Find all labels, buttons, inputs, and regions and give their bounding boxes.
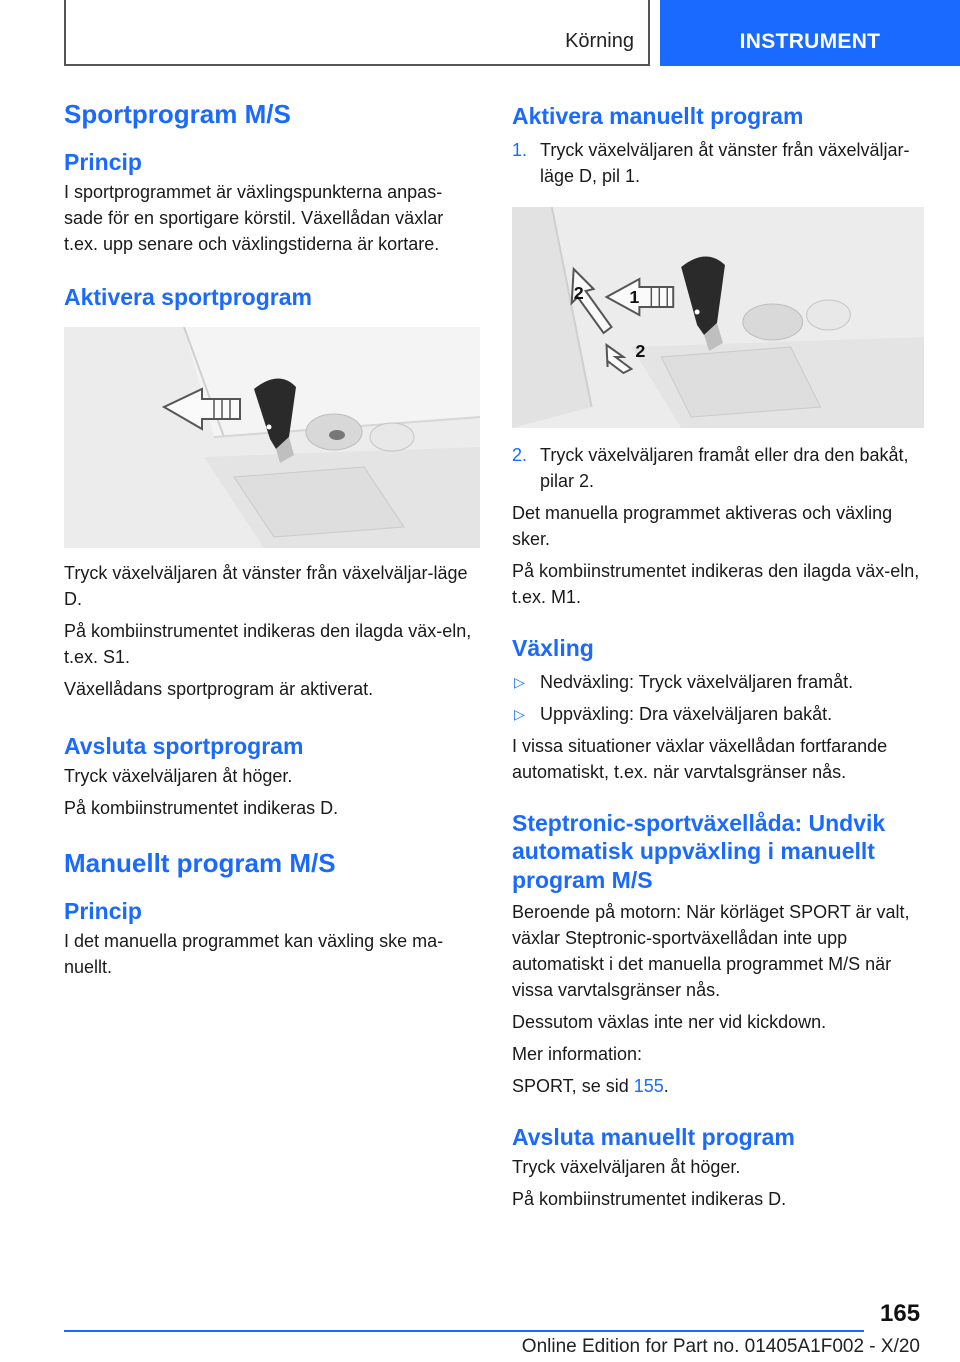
after-step-p2: På kombiinstrumentet indikeras den ilagda väx-eln, t.ex. M1. — [512, 560, 920, 607]
end-manual-p2: På kombiinstrumentet indikeras D. — [512, 1188, 787, 1209]
end-sport-p2: På kombiinstrumentet indikeras D. — [64, 798, 339, 819]
step-2 — [512, 442, 924, 494]
step-2-number: 2. — [512, 444, 528, 465]
footer-divider — [64, 1330, 864, 1332]
arrow-label-1: 1 — [629, 286, 640, 307]
heading-activate-sport: Aktivera sportprogram — [64, 283, 312, 310]
heading-activate-manual: Aktivera manuellt program — [512, 103, 804, 129]
reference-suffix: . — [663, 1075, 669, 1096]
arrow-label-2-lower: 2 — [635, 340, 646, 361]
heading-manual-princip: Princip — [64, 897, 142, 924]
end-sport-p1: Tryck växelväljaren åt höger. — [64, 766, 293, 787]
after-step-p1: Det manuella programmet aktiveras och växling sker. — [512, 502, 893, 549]
step-1-number: 1. — [512, 139, 528, 160]
section-title-manual: Manuellt program M/S — [64, 848, 336, 879]
section-tab[interactable]: INSTRUMENT — [660, 0, 960, 66]
reference-prefix: SPORT, se sid — [512, 1075, 634, 1096]
page-link-155[interactable]: 155 — [633, 1075, 664, 1096]
step-1 — [512, 137, 924, 189]
triangle-bullet-icon: ▷ — [514, 705, 525, 722]
gear-selector-illustration — [64, 327, 480, 548]
heading-steptronic: Steptronic-sportväxellåda: Undvik automatisk uppväxling i manuellt program M/S — [512, 809, 886, 893]
shifting-paragraph: I vissa situationer växlar växellådan fortfarande automatiskt, t.ex. när varvtalsgränser nås. — [512, 735, 888, 782]
sport-reference — [512, 1073, 924, 1099]
more-info-label: Mer information: — [512, 1043, 643, 1064]
step-1-text: Tryck växelväljaren åt vänster från växelväljar-läge D, pil 1. — [540, 139, 910, 186]
triangle-bullet-icon: ▷ — [514, 673, 525, 690]
right-column — [512, 98, 924, 1212]
activate-sport-p1: Tryck växelväljaren åt vänster från växelväljar-läge D. — [64, 563, 468, 610]
activate-sport-p3: Växellådans sportprogram är aktiverat. — [64, 679, 374, 700]
manual-princip-text: I det manuella programmet kan växling ske ma-nuellt. — [64, 930, 444, 977]
edition-footer: Online Edition for Part no. 01405A1F002 - X/20 — [521, 1336, 920, 1357]
page-number: 165 — [880, 1300, 921, 1327]
steptronic-p2: Dessutom växlas inte ner vid kickdown. — [512, 1011, 827, 1032]
step-2-text: Tryck växelväljaren framåt eller dra den bakåt, pilar 2. — [540, 444, 909, 491]
arrow-label-2-upper: 2 — [573, 282, 584, 303]
princip-text: I sportprogrammet är växlingspunkterna anpas-sade för en sportigare körstil. Växellådan växlar t.ex. upp senare och växlingstiderna är kortare. — [64, 181, 444, 254]
section-title-sport: Sportprogram M/S — [64, 99, 291, 129]
heading-shifting: Växling — [512, 634, 594, 661]
end-manual-p1: Tryck växelväljaren åt höger. — [512, 1156, 741, 1177]
heading-end-sport: Avsluta sportprogram — [64, 733, 304, 760]
left-column — [64, 98, 480, 980]
chapter-label: Körning — [565, 30, 634, 52]
activate-sport-p2: På kombiinstrumentet indikeras den ilagda väx-eln, t.ex. S1. — [64, 621, 472, 668]
bullet-downshift-text: Nedväxling: Tryck växelväljaren framåt. — [540, 671, 854, 692]
header-frame — [64, 0, 650, 66]
bullet-upshift — [512, 701, 924, 727]
manual-shift-illustration — [512, 207, 924, 428]
bullet-upshift-text: Uppväxling: Dra växelväljaren bakåt. — [540, 703, 833, 724]
bullet-downshift — [512, 669, 924, 695]
steptronic-p1: Beroende på motorn: När körläget SPORT är valt, växlar Steptronic-sportväxellådan inte upp automatiskt i det manuella programmet M/S när vissa varvtalsgränser nås. — [512, 901, 910, 1000]
heading-end-manual: Avsluta manuellt program — [512, 1123, 795, 1150]
heading-princip: Princip — [64, 148, 142, 175]
